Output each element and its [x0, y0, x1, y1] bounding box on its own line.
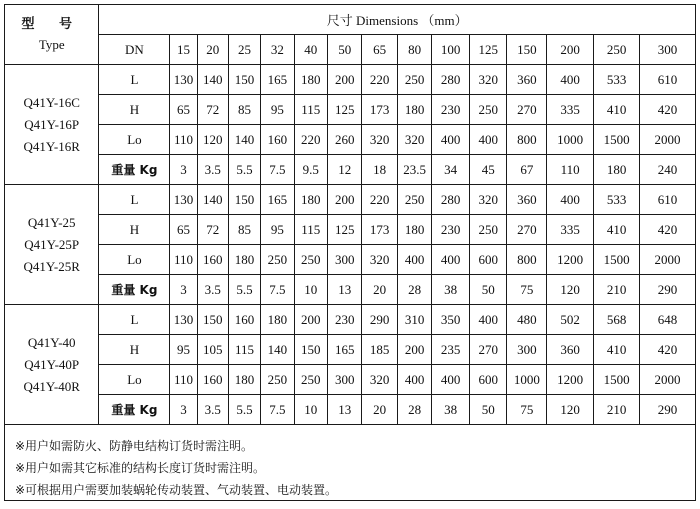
table-cell: 180: [228, 365, 260, 395]
table-cell: 110: [547, 155, 594, 185]
table-cell: 180: [294, 185, 327, 215]
row-label: Lo: [99, 245, 170, 275]
table-cell: 180: [397, 95, 431, 125]
table-cell: 400: [432, 125, 470, 155]
table-cell: 20: [362, 275, 397, 305]
table-cell: 140: [197, 185, 228, 215]
table-row: [5, 95, 695, 125]
table-row: [5, 155, 695, 185]
model-header-en: Type: [38, 36, 65, 52]
table-cell: 800: [507, 245, 547, 275]
table-cell: 3.5: [197, 395, 228, 425]
table-cell: 410: [594, 215, 640, 245]
table-cell: 290: [362, 305, 397, 335]
table-cell: 220: [362, 65, 397, 95]
table-cell: 180: [294, 65, 327, 95]
table-cell: 220: [362, 185, 397, 215]
model-group-cell: [5, 185, 99, 305]
model-group-cell: [5, 65, 99, 185]
table-cell: 160: [261, 125, 294, 155]
table-row: [5, 65, 695, 95]
dn-value: 150: [507, 35, 547, 65]
table-cell: 3: [170, 155, 197, 185]
dn-value: 125: [469, 35, 507, 65]
table-cell: 120: [197, 125, 228, 155]
table-cell: 95: [170, 335, 197, 365]
row-label: H: [99, 95, 170, 125]
dn-value: 50: [327, 35, 361, 65]
dn-value: 32: [261, 35, 294, 65]
table-cell: 240: [640, 155, 695, 185]
table-cell: 130: [170, 185, 197, 215]
table-cell: 120: [547, 395, 594, 425]
table-row: [5, 275, 695, 305]
table-cell: 13: [327, 275, 361, 305]
table-cell: 420: [640, 335, 695, 365]
model-name: Q41Y-25: [27, 214, 76, 230]
table-cell: 200: [327, 65, 361, 95]
dn-value: 80: [397, 35, 431, 65]
dn-value: 20: [197, 35, 228, 65]
table-cell: 1500: [594, 365, 640, 395]
table-cell: 420: [640, 95, 695, 125]
table-cell: 95: [261, 95, 294, 125]
note-line: ※可根据用户需要加装蜗轮传动装置、气动装置、电动装置。: [15, 483, 338, 497]
table-cell: 270: [507, 95, 547, 125]
note-line: ※用户如需防火、防静电结构订货时需注明。: [15, 439, 254, 453]
table-cell: 250: [294, 245, 327, 275]
table-cell: 9.5: [294, 155, 327, 185]
table-cell: 1500: [594, 125, 640, 155]
table-cell: 28: [397, 275, 431, 305]
table-cell: 568: [594, 305, 640, 335]
table-cell: 2000: [640, 365, 695, 395]
table-cell: 400: [397, 365, 431, 395]
table-cell: 300: [327, 245, 361, 275]
table-cell: 480: [507, 305, 547, 335]
table-row: [5, 365, 695, 395]
table-cell: 45: [469, 155, 507, 185]
table-cell: 610: [640, 65, 695, 95]
table-cell: 220: [294, 125, 327, 155]
model-name: Q41Y-40: [27, 334, 76, 350]
row-label: H: [99, 335, 170, 365]
table-cell: 400: [432, 245, 470, 275]
table-cell: 1000: [507, 365, 547, 395]
model-group-cell: [5, 305, 99, 425]
table-cell: 335: [547, 215, 594, 245]
table-cell: 533: [594, 65, 640, 95]
table-cell: 173: [362, 95, 397, 125]
table-cell: 400: [397, 245, 431, 275]
table-cell: 400: [432, 365, 470, 395]
dn-row: [5, 35, 695, 65]
table-row: [5, 395, 695, 425]
table-cell: 38: [432, 275, 470, 305]
table-cell: 110: [170, 365, 197, 395]
table-cell: 200: [294, 305, 327, 335]
table-cell: 50: [469, 395, 507, 425]
dn-label: DN: [99, 35, 170, 65]
table-cell: 20: [362, 395, 397, 425]
table-cell: 160: [197, 245, 228, 275]
table-cell: 260: [327, 125, 361, 155]
table-cell: 180: [397, 215, 431, 245]
row-label: 重量 Kg: [99, 395, 170, 425]
table-row: [5, 125, 695, 155]
table-cell: 3: [170, 275, 197, 305]
table-cell: 2000: [640, 125, 695, 155]
table-cell: 85: [228, 215, 260, 245]
table-row: [5, 185, 695, 215]
table-cell: 10: [294, 395, 327, 425]
table-cell: 310: [397, 305, 431, 335]
table-cell: 160: [197, 365, 228, 395]
table-cell: 600: [469, 365, 507, 395]
table-cell: 65: [170, 95, 197, 125]
table-cell: 34: [432, 155, 470, 185]
row-label: Lo: [99, 365, 170, 395]
dimensions-header: 尺寸 Dimensions （mm）: [99, 5, 695, 35]
table-cell: 600: [469, 245, 507, 275]
table-cell: 360: [507, 65, 547, 95]
row-label: H: [99, 215, 170, 245]
table-cell: 1500: [594, 245, 640, 275]
table-cell: 270: [507, 215, 547, 245]
table-cell: 7.5: [261, 395, 294, 425]
table-cell: 335: [547, 95, 594, 125]
table-cell: 110: [170, 245, 197, 275]
table-cell: 410: [594, 335, 640, 365]
table-cell: 150: [228, 65, 260, 95]
table-cell: 180: [228, 245, 260, 275]
model-name: Q41Y-16R: [23, 138, 80, 154]
table-cell: 290: [640, 395, 695, 425]
table-cell: 160: [228, 305, 260, 335]
table-cell: 270: [469, 335, 507, 365]
table-cell: 400: [547, 65, 594, 95]
table-cell: 320: [362, 245, 397, 275]
table-cell: 140: [197, 65, 228, 95]
table-cell: 210: [594, 275, 640, 305]
row-label: L: [99, 65, 170, 95]
table-cell: 200: [327, 185, 361, 215]
table-cell: 250: [397, 65, 431, 95]
row-label: L: [99, 185, 170, 215]
table-cell: 185: [362, 335, 397, 365]
table-cell: 250: [469, 215, 507, 245]
table-cell: 533: [594, 185, 640, 215]
table-cell: 2000: [640, 245, 695, 275]
table-cell: 350: [432, 305, 470, 335]
table-cell: 7.5: [261, 155, 294, 185]
table-cell: 400: [469, 125, 507, 155]
table-cell: 7.5: [261, 275, 294, 305]
table-cell: 320: [469, 185, 507, 215]
table-cell: 230: [432, 95, 470, 125]
table-cell: 130: [170, 305, 197, 335]
table-cell: 13: [327, 395, 361, 425]
table-cell: 120: [547, 275, 594, 305]
table-cell: 400: [547, 185, 594, 215]
model-header-cn: 型 号: [21, 16, 82, 32]
table-cell: 72: [197, 95, 228, 125]
header-row: [5, 5, 695, 35]
table-cell: 250: [294, 365, 327, 395]
dn-value: 100: [432, 35, 470, 65]
notes: [5, 425, 695, 501]
dn-value: 25: [228, 35, 260, 65]
table-cell: 23.5: [397, 155, 431, 185]
table-cell: 3: [170, 395, 197, 425]
table-cell: 320: [362, 125, 397, 155]
table-cell: 610: [640, 185, 695, 215]
table-row: [5, 335, 695, 365]
table-cell: 1200: [547, 245, 594, 275]
table-row: [5, 245, 695, 275]
model-name: Q41Y-25P: [24, 236, 80, 252]
model-name: Q41Y-40R: [23, 378, 80, 394]
table-cell: 360: [507, 185, 547, 215]
table-cell: 173: [362, 215, 397, 245]
table-cell: 320: [469, 65, 507, 95]
table-cell: 38: [432, 395, 470, 425]
table-cell: 115: [294, 215, 327, 245]
table-cell: 115: [228, 335, 260, 365]
table-cell: 320: [397, 125, 431, 155]
table-cell: 300: [327, 365, 361, 395]
table-cell: 180: [594, 155, 640, 185]
table-cell: 28: [397, 395, 431, 425]
table-cell: 12: [327, 155, 361, 185]
dn-value: 200: [547, 35, 594, 65]
table-cell: 230: [432, 215, 470, 245]
table-cell: 95: [261, 215, 294, 245]
table-cell: 250: [261, 365, 294, 395]
table-cell: 200: [397, 335, 431, 365]
table-cell: 110: [170, 125, 197, 155]
dn-value: 65: [362, 35, 397, 65]
table-cell: 280: [432, 65, 470, 95]
table-cell: 280: [432, 185, 470, 215]
table-cell: 18: [362, 155, 397, 185]
table-cell: 75: [507, 275, 547, 305]
table-cell: 502: [547, 305, 594, 335]
table-cell: 10: [294, 275, 327, 305]
row-label: 重量 Kg: [99, 275, 170, 305]
model-type-header: [5, 5, 99, 65]
dn-value: 40: [294, 35, 327, 65]
table-cell: 250: [469, 95, 507, 125]
table-cell: 140: [261, 335, 294, 365]
dn-value: 300: [640, 35, 695, 65]
table-cell: 85: [228, 95, 260, 125]
table-cell: 235: [432, 335, 470, 365]
table-cell: 115: [294, 95, 327, 125]
model-name: Q41Y-16P: [24, 116, 80, 132]
table-row: [5, 305, 695, 335]
row-label: 重量 Kg: [99, 155, 170, 185]
table-cell: 165: [261, 65, 294, 95]
dn-value: 15: [170, 35, 197, 65]
table-cell: 105: [197, 335, 228, 365]
table-cell: 290: [640, 275, 695, 305]
table-cell: 210: [594, 395, 640, 425]
spec-sheet: [4, 4, 696, 501]
dn-value: 250: [594, 35, 640, 65]
table-cell: 140: [228, 125, 260, 155]
table-cell: 230: [327, 305, 361, 335]
table-cell: 67: [507, 155, 547, 185]
dimensions-table: [5, 5, 695, 425]
table-cell: 250: [397, 185, 431, 215]
table-cell: 150: [228, 185, 260, 215]
table-cell: 165: [327, 335, 361, 365]
table-cell: 320: [362, 365, 397, 395]
table-cell: 125: [327, 215, 361, 245]
table-cell: 400: [469, 305, 507, 335]
table-cell: 5.5: [228, 275, 260, 305]
table-cell: 72: [197, 215, 228, 245]
table-cell: 1000: [547, 125, 594, 155]
table-cell: 130: [170, 65, 197, 95]
row-label: L: [99, 305, 170, 335]
table-cell: 250: [261, 245, 294, 275]
model-name: Q41Y-25R: [23, 258, 80, 274]
table-cell: 1200: [547, 365, 594, 395]
table-cell: 150: [294, 335, 327, 365]
table-cell: 3.5: [197, 275, 228, 305]
note-line: ※用户如需其它标准的结构长度订货时需注明。: [15, 461, 266, 475]
table-cell: 180: [261, 305, 294, 335]
table-cell: 5.5: [228, 395, 260, 425]
table-cell: 150: [197, 305, 228, 335]
table-cell: 648: [640, 305, 695, 335]
table-cell: 125: [327, 95, 361, 125]
table-cell: 5.5: [228, 155, 260, 185]
table-row: [5, 215, 695, 245]
model-name: Q41Y-16C: [23, 94, 80, 110]
table-cell: 420: [640, 215, 695, 245]
table-cell: 75: [507, 395, 547, 425]
table-cell: 360: [547, 335, 594, 365]
table-cell: 65: [170, 215, 197, 245]
row-label: Lo: [99, 125, 170, 155]
table-cell: 50: [469, 275, 507, 305]
table-cell: 165: [261, 185, 294, 215]
table-cell: 300: [507, 335, 547, 365]
table-cell: 410: [594, 95, 640, 125]
model-name: Q41Y-40P: [24, 356, 80, 372]
table-cell: 800: [507, 125, 547, 155]
table-cell: 3.5: [197, 155, 228, 185]
